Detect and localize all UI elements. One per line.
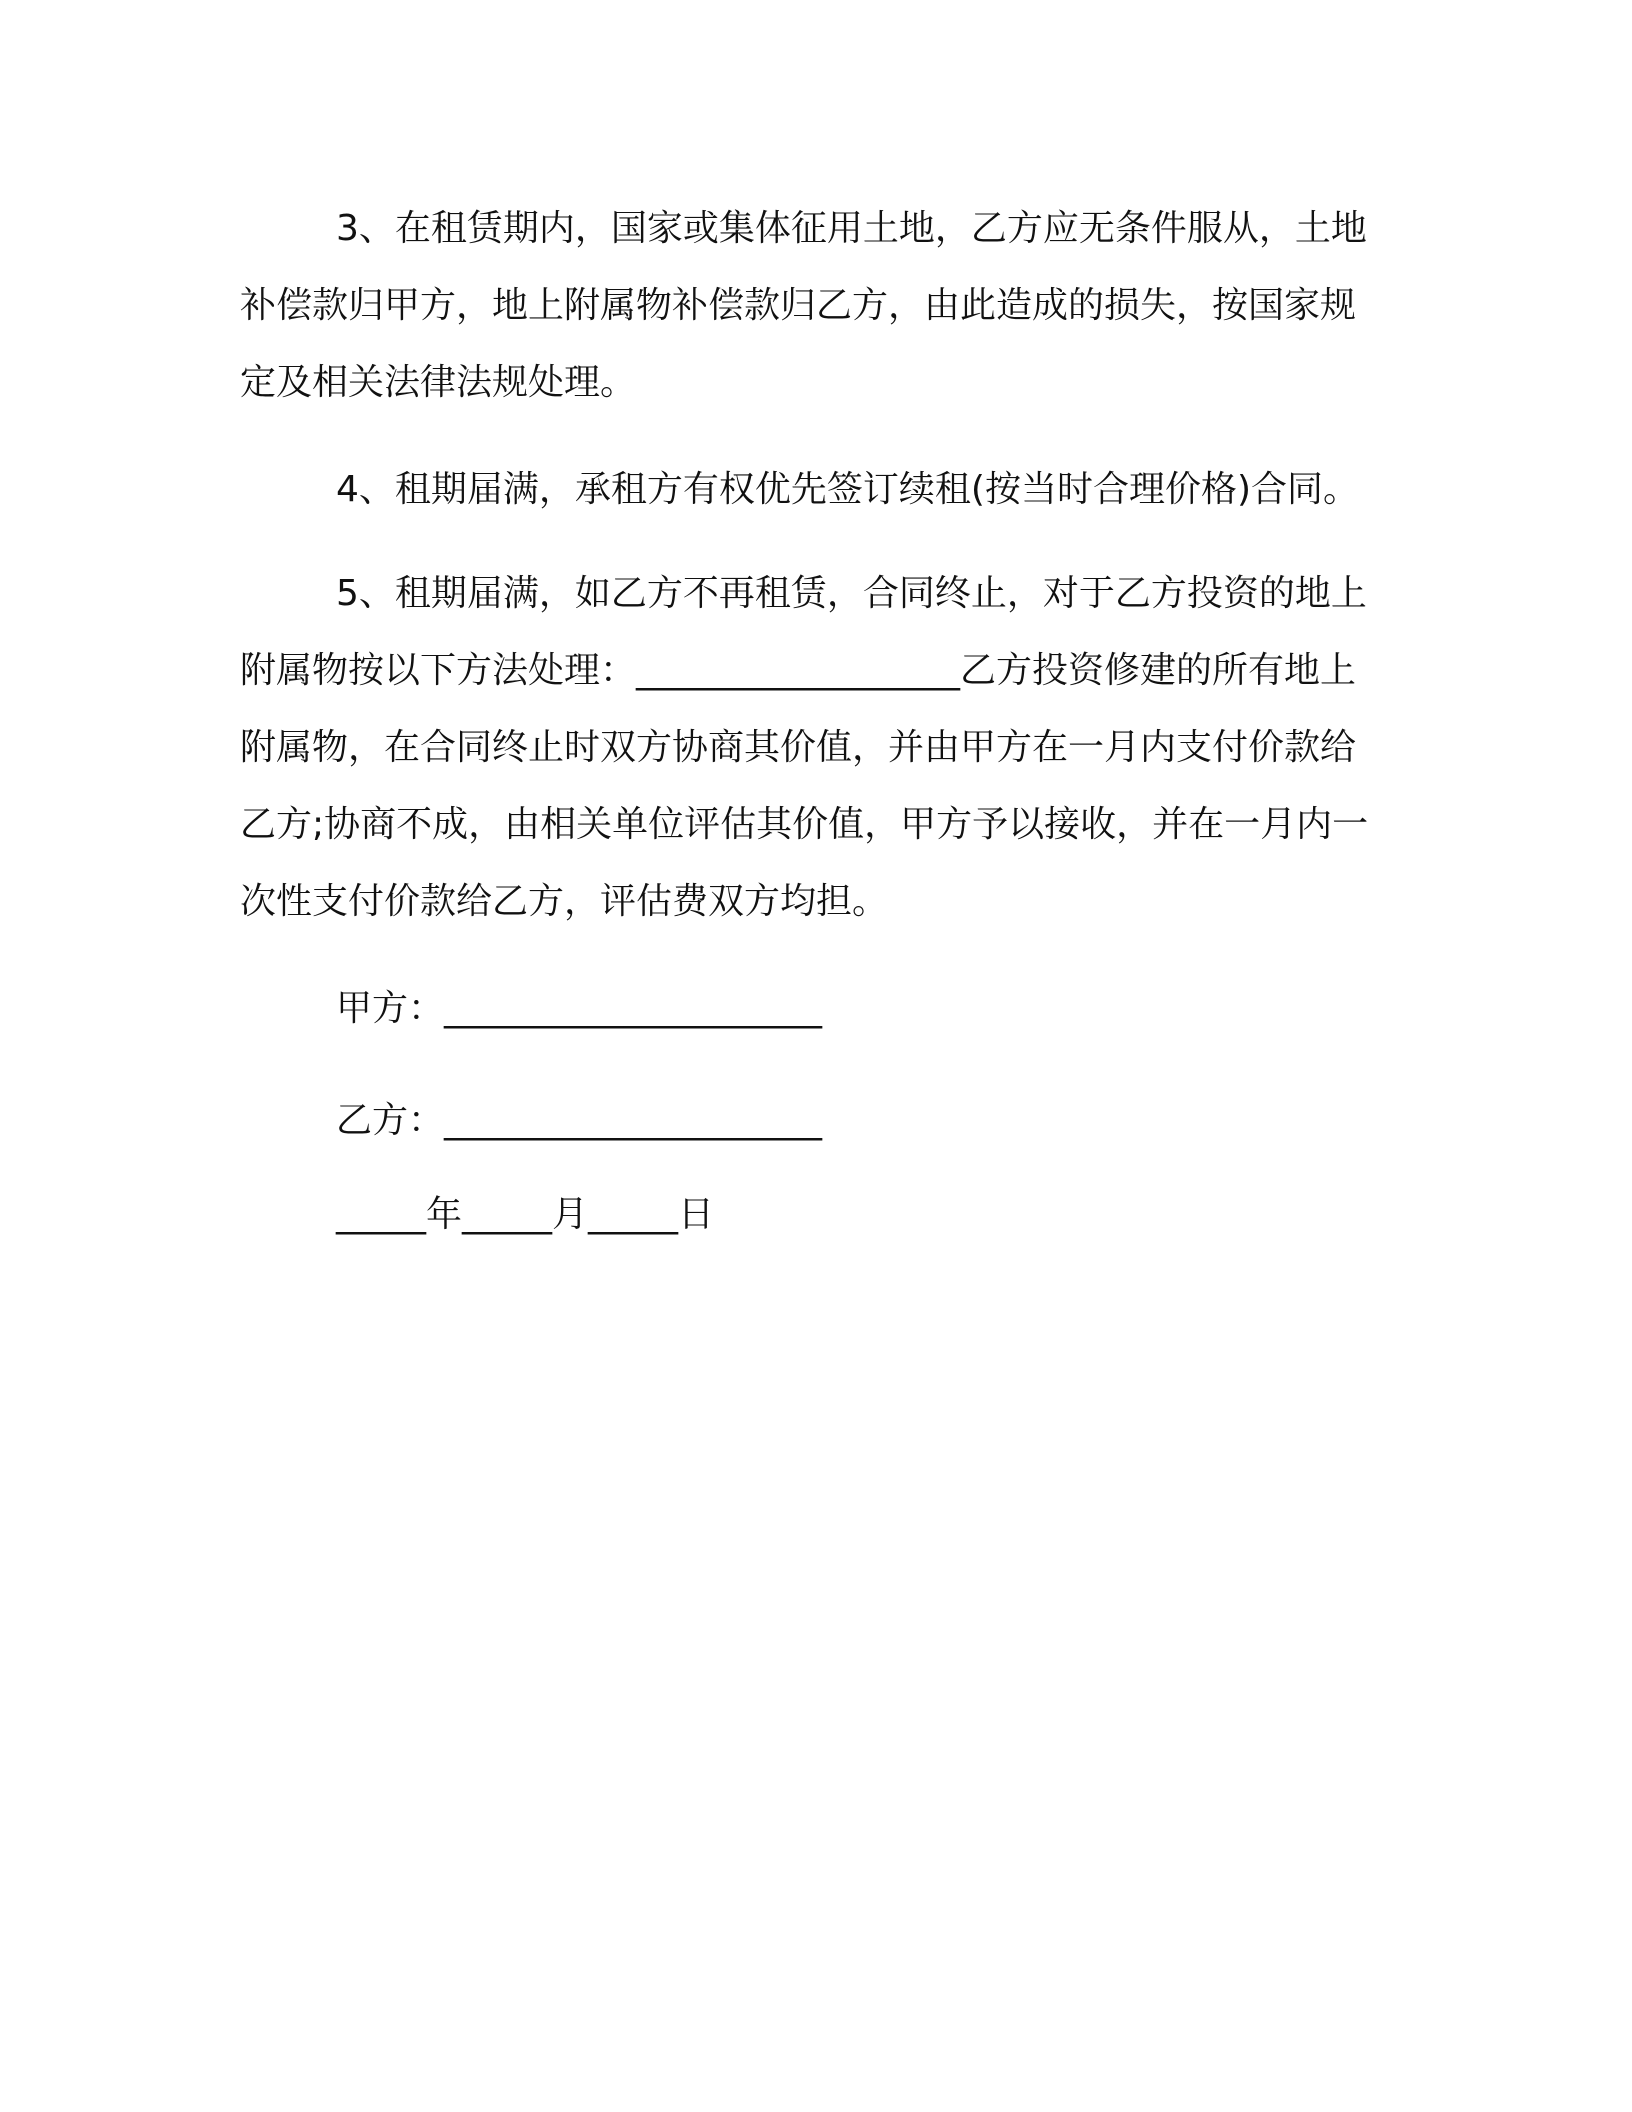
party-b-signature-line: 乙方：_____________________: [336, 1100, 823, 1141]
clause-3-paragraph: 3、在租赁期内，国家或集体征用土地，乙方应无条件服从，土地补偿款归甲方，地上附属物补偿款归乙方，由此造成的损失，按国家规定及相关法律法规处理。: [240, 208, 1367, 403]
clause-4-paragraph: 4、租期届满，承租方有权优先签订续租(按当时合理价格)合同。: [336, 469, 1359, 510]
date-line: _____年_____月_____日: [336, 1194, 714, 1235]
party-a-signature-line: 甲方：_____________________: [336, 988, 823, 1029]
clause-5-paragraph: 5、租期届满，如乙方不再租赁，合同终止，对于乙方投资的地上附属物按以下方法处理：__________________乙方投资修建的所有地上附属物，在合同终止时双方协商其价值，并由甲方在一月内支付价款给乙方;协商不成，由相关单位评估其价值，甲方予以接收，并在一月内一次性支付价款给乙方，评估费双方均担。: [240, 573, 1369, 922]
document-body: [240, 190, 1370, 1253]
